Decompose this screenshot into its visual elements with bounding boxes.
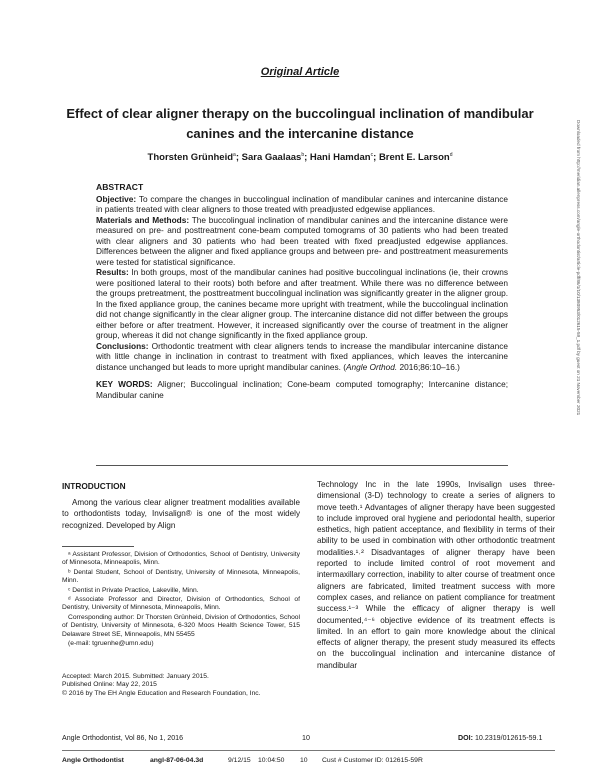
objective-text: To compare the changes in buccolingual inclination of mandibular canines and intercanine distance in patients treated with clear aligners to those treated with preadjusted edgewise appliances. xyxy=(96,193,509,214)
keywords xyxy=(96,379,508,400)
footnote: ᵃ Assistant Professor, Division of Orthodontics, School of Dentistry, University of Minnesota, Minneapolis, Minn. xyxy=(62,551,300,567)
keywords-label: KEY WORDS: xyxy=(96,379,153,389)
author xyxy=(379,152,453,163)
author-name: Hani Hamdan xyxy=(309,152,371,164)
footnote: ᶜ Dentist in Private Practice, Lakeville, Minn. xyxy=(68,586,199,594)
results-text: In both groups, most of the mandibular canines had positive buccolingual inclinations (ie, their crowns were positioned lateral to their roots) both before and after treatment. While there was no difference between the groups pretreatment, the posttreatment buccolingual inclination was significantly greater in the aligner group. In the fixed appliance group, the canines became more upright with treatment, while the buccolingual inclination did not change significantly in the clear aligner group. The intercanine distance did not differ between the groups either before or after treatment. However, it increased significantly over the course of treatment in the aligner group, whereas it did not change significantly in the fixed appliance group. xyxy=(96,267,508,340)
affiliation-marker: d xyxy=(449,152,453,158)
article-title: Effect of clear aligner therapy on the buccolingual inclination of mandibular canines and the intercanine distance xyxy=(66,106,534,141)
author-name: Brent E. Larson xyxy=(378,152,450,164)
abstract-objective xyxy=(96,194,508,215)
footnote-email: (e-mail: tgruenhe@umn.edu) xyxy=(68,640,154,648)
affiliation-marker: c xyxy=(370,152,374,158)
footnote: ᵇ Dental Student, School of Dentistry, University of Minnesota, Minneapolis, Minn. xyxy=(62,568,300,585)
date-line: Published Online: May 22, 2015 xyxy=(62,681,157,689)
footer-page-number: 10 xyxy=(302,734,310,742)
results-label: Results: xyxy=(96,267,129,277)
abstract-methods xyxy=(96,215,508,268)
citation-journal: Angle Orthod. xyxy=(346,361,398,372)
introduction-right-text: Technology Inc in the late 1990s, Invisalign uses three-dimensional (3-D) technology to create a series of aligners to move teeth.¹ Advantages of aligner therapy have been suggested to include improved oral hygiene and periodontal health, superior esthetics, high patient acceptance, and flexibility in terms of their ability to be used in combination with other orthodontic treatment modalities.¹˒² Disadvantages of aligner therapy have been reported to include limited control of root movement and intermaxillary correction, inability to alter course of treatment once aligners are fabricated, limited treatment success with more complex cases, and reliance on patient compliance for treatment success.¹⁻³ While the efficacy of aligner therapy is well documented,⁴⁻⁶ objective evidence of its treatment effects is limited. In an effort to gain more knowledge about the clinical effects of aligner therapy, the present study measured its effects on the buccolingual inclination and intercanine distance of mandibular xyxy=(317,480,555,670)
author-separator: ; xyxy=(304,152,310,164)
author-name: Sara Gaalaas xyxy=(241,152,302,164)
slug-journal: Angle Orthodontist xyxy=(62,757,124,764)
footer-divider xyxy=(62,750,555,751)
footnote: ᵈ Associate Professor and Director, Division of Orthodontics, School of Dentistry, University of Minnesota, Minneapolis, Minn. xyxy=(62,596,300,612)
abstract-results xyxy=(96,267,508,341)
footnote-divider xyxy=(62,546,134,547)
affiliation-footnotes xyxy=(62,551,300,649)
keywords-text: Aligner; Buccolingual inclination; Cone-beam computed tomography; Intercanine distance; Mandibular canine xyxy=(96,379,508,400)
author-separator: ; xyxy=(373,152,379,164)
methods-label: Materials and Methods: xyxy=(96,214,190,225)
slug-page: 10 xyxy=(300,757,308,764)
publication-dates xyxy=(62,673,300,698)
slug-file: angl-87-06-04.3d xyxy=(150,757,204,764)
slug-customer: Cust # Customer ID: 012615-59R xyxy=(322,757,423,764)
abstract-conclusions xyxy=(96,341,508,373)
objective-label: Objective: xyxy=(96,193,137,204)
copyright-line: © 2016 by The EH Angle Education and Research Foundation, Inc. xyxy=(62,689,261,697)
affiliation-marker: a xyxy=(233,152,236,158)
citation-open: ( xyxy=(343,361,346,372)
slug-time: 10:04:50 xyxy=(258,757,285,764)
footer-journal: Angle Orthodontist, Vol 86, No 1, 2016 xyxy=(62,734,184,742)
citation xyxy=(343,362,460,372)
conclusions-label: Conclusions: xyxy=(96,340,149,351)
author xyxy=(148,152,242,163)
introduction-heading: INTRODUCTION xyxy=(62,481,126,491)
doi-value: 10.2319/012615-59.1 xyxy=(474,734,543,742)
methods-text: The buccolingual inclination of mandibular canines and the intercanine distance were measured on pre- and posttreatment cone-beam computed tomograms of 30 patients who had been treated with clear aligners and 30 patients who had been treated with fixed preadjusted edgewise appliances. Differences between the aligner and fixed appliance groups and between pre- and posttreatment measurements were tested for statistical significance. xyxy=(96,214,509,267)
download-watermark xyxy=(575,120,585,640)
author xyxy=(310,152,379,163)
download-watermark-text: Downloaded from http://meridian.allenpress.com/angle-orthodontist/article-pdf/86/1/10/1380953/012615-59_1.pdf by guest on 21 November 2021 xyxy=(576,120,581,416)
slug-date: 9/12/15 xyxy=(228,757,251,764)
doi-label: DOI: xyxy=(458,734,473,742)
abstract-heading: ABSTRACT xyxy=(96,182,144,192)
author-list xyxy=(0,152,600,163)
citation-details: 2016;86:10–16.) xyxy=(397,361,460,372)
footer-doi xyxy=(458,734,542,742)
conclusions-text: Orthodontic treatment with clear aligners tends to increase the mandibular intercanine distance with little change in inclination in contrast to treatment with fixed appliances, which leaves the intercanine distance unchanged but leads to more upright mandibular canines. xyxy=(96,340,508,372)
author xyxy=(242,152,310,163)
footnote: Corresponding author: Dr Thorsten Grünheid, Division of Orthodontics, School of Dentistry, University of Minnesota, 6-320 Moos Health Science Tower, 515 Delaware Street SE, Minneapolis, MN 55455 xyxy=(62,613,300,638)
introduction-left-text: Among the various clear aligner treatment modalities available to orthodontists today, Invisalign® is one of the most widely recognized. Developed by Align xyxy=(62,498,300,530)
author-separator: ; xyxy=(235,152,242,164)
date-line: Accepted: March 2015. Submitted: January 2015. xyxy=(62,673,209,680)
author-name: Thorsten Grünheid xyxy=(147,152,234,164)
article-type: Original Article xyxy=(260,66,340,78)
affiliation-marker: b xyxy=(301,152,305,158)
abstract-divider xyxy=(96,465,508,466)
abstract xyxy=(96,182,508,400)
